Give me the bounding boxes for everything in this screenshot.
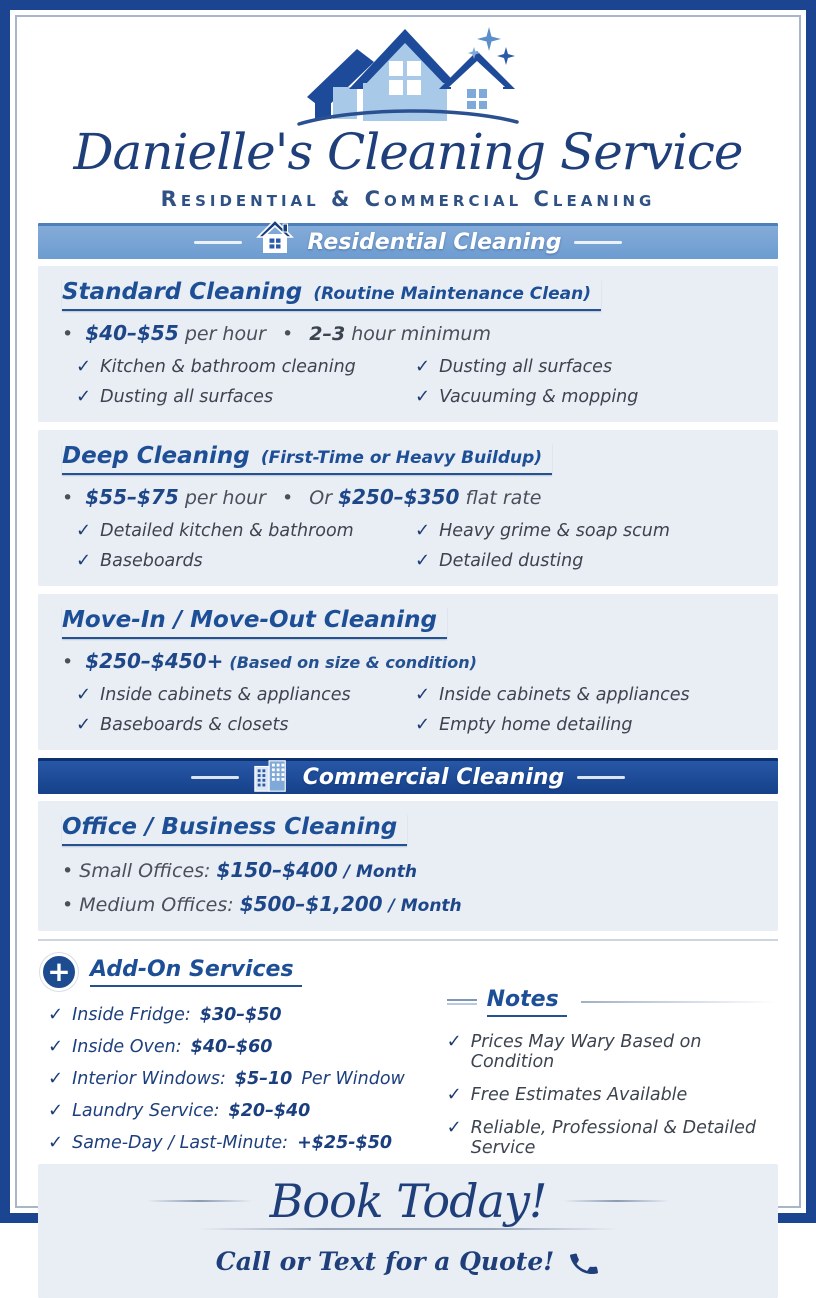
addon-price: $40–$60 bbox=[190, 1037, 273, 1057]
standard-minimum-unit: hour minimum bbox=[351, 323, 491, 345]
check-icon: ✓ bbox=[76, 714, 92, 735]
move-price-note: (Based on size & condition) bbox=[229, 653, 477, 672]
check-icon: ✓ bbox=[446, 1031, 462, 1052]
check-icon: ✓ bbox=[48, 1132, 64, 1153]
brand-name: Danielle's Cleaning Service bbox=[73, 123, 743, 181]
check-icon: ✓ bbox=[415, 520, 431, 541]
addon-item bbox=[48, 1068, 429, 1089]
check-item bbox=[76, 520, 415, 541]
office-cleaning-panel bbox=[38, 801, 778, 931]
office-row-price: $150–$400 bbox=[216, 858, 338, 882]
standard-price-1: $40–$55 bbox=[85, 321, 179, 345]
check-icon: ✓ bbox=[415, 550, 431, 571]
house-logo-icon bbox=[290, 25, 526, 129]
office-row-label: Small Offices: bbox=[79, 860, 211, 882]
addon-price: +$25-$50 bbox=[297, 1133, 393, 1153]
check-label: Heavy grime & soap scum bbox=[439, 521, 670, 541]
check-item bbox=[415, 356, 754, 377]
addon-item bbox=[48, 1036, 429, 1057]
book-subline-row bbox=[58, 1242, 758, 1280]
check-label: Detailed kitchen & bathroom bbox=[100, 521, 354, 541]
deep-price-or: Or bbox=[309, 487, 333, 509]
standard-checklist bbox=[62, 356, 754, 407]
bullet: • bbox=[62, 651, 74, 673]
check-item bbox=[76, 550, 415, 571]
addons-heading bbox=[40, 953, 429, 991]
lower-section bbox=[38, 953, 778, 1164]
move-checklist bbox=[62, 684, 754, 735]
office-price-rows bbox=[62, 858, 754, 916]
note-label: Prices May Wary Based on Condition bbox=[470, 1032, 702, 1072]
addon-item bbox=[48, 1100, 429, 1121]
deep-price-1-unit: per hour bbox=[184, 487, 266, 509]
standard-minimum: 2–3 bbox=[309, 323, 346, 345]
office-cleaning-title bbox=[62, 814, 407, 846]
check-item bbox=[415, 684, 754, 705]
book-rule-right bbox=[564, 1200, 669, 1202]
addon-item bbox=[48, 1132, 429, 1153]
residential-banner bbox=[38, 223, 778, 259]
check-icon: ✓ bbox=[415, 356, 431, 377]
book-headline: Book Today! bbox=[269, 1174, 547, 1228]
notes-rule bbox=[581, 1001, 776, 1003]
check-icon: ✓ bbox=[76, 550, 92, 571]
check-label: Baseboards bbox=[100, 551, 203, 571]
check-label: Baseboards & closets bbox=[100, 715, 289, 735]
addon-price: $20–$40 bbox=[228, 1101, 311, 1121]
addons-list bbox=[40, 1004, 429, 1153]
check-label: Vacuuming & mopping bbox=[439, 387, 639, 407]
check-icon: ✓ bbox=[48, 1004, 64, 1025]
office-price-row bbox=[62, 858, 754, 882]
brand-tagline: Residential & Commercial Cleaning bbox=[160, 187, 656, 211]
standard-price-1-unit: per hour bbox=[184, 323, 266, 345]
check-item bbox=[76, 714, 415, 735]
bullet: • bbox=[62, 323, 74, 345]
commercial-banner-label: Commercial Cleaning bbox=[302, 765, 565, 790]
section-divider bbox=[38, 939, 778, 941]
check-label: Dusting all surfaces bbox=[439, 357, 613, 377]
check-icon: ✓ bbox=[48, 1068, 64, 1089]
office-row-label: Medium Offices: bbox=[79, 894, 234, 916]
check-item bbox=[415, 520, 754, 541]
check-item bbox=[76, 684, 415, 705]
notes-section bbox=[447, 953, 776, 1158]
banner-dash bbox=[194, 241, 242, 244]
deep-title-text: Deep Cleaning bbox=[62, 443, 250, 469]
book-rule-left bbox=[147, 1200, 252, 1202]
addon-label: Interior Windows: bbox=[72, 1069, 226, 1089]
move-cleaning-title bbox=[62, 607, 447, 639]
bullet: • bbox=[62, 894, 74, 916]
book-today-panel bbox=[38, 1164, 778, 1298]
check-label: Empty home detailing bbox=[439, 715, 633, 735]
note-item bbox=[447, 1084, 776, 1105]
bullet: • bbox=[281, 487, 294, 509]
deep-cleaning-panel bbox=[38, 430, 778, 586]
building-icon bbox=[252, 758, 290, 794]
addons-section bbox=[40, 953, 429, 1158]
standard-cleaning-title bbox=[62, 279, 601, 311]
check-label: Inside cabinets & appliances bbox=[439, 685, 690, 705]
check-item bbox=[415, 714, 754, 735]
office-price-row bbox=[62, 892, 754, 916]
check-icon: ✓ bbox=[415, 386, 431, 407]
check-icon: ✓ bbox=[415, 684, 431, 705]
bullet: • bbox=[62, 860, 74, 882]
addon-label: Inside Oven: bbox=[72, 1037, 182, 1057]
addons-title: Add-On Services bbox=[90, 957, 302, 987]
plus-icon: + bbox=[40, 953, 78, 991]
check-label: Dusting all surfaces bbox=[100, 387, 274, 407]
check-icon: ✓ bbox=[48, 1036, 64, 1057]
office-row-unit: / Month bbox=[388, 896, 462, 916]
standard-title-text: Standard Cleaning bbox=[62, 279, 303, 305]
book-underline bbox=[198, 1228, 618, 1230]
check-icon: ✓ bbox=[76, 684, 92, 705]
flyer-inner bbox=[15, 15, 801, 1276]
move-price-line bbox=[62, 649, 754, 673]
note-label: Free Estimates Available bbox=[470, 1085, 688, 1105]
header bbox=[38, 21, 778, 223]
check-icon: ✓ bbox=[446, 1117, 462, 1138]
check-label: Kitchen & bathroom cleaning bbox=[100, 357, 356, 377]
banner-dash bbox=[191, 776, 239, 779]
check-icon: ✓ bbox=[76, 386, 92, 407]
check-icon: ✓ bbox=[76, 520, 92, 541]
residential-banner-label: Residential Cleaning bbox=[307, 230, 562, 255]
move-cleaning-panel bbox=[38, 594, 778, 750]
deep-price-line bbox=[62, 485, 754, 509]
deep-checklist bbox=[62, 520, 754, 571]
office-row-unit: / Month bbox=[343, 862, 417, 882]
addon-price: $5–10 bbox=[234, 1069, 293, 1089]
banner-dash bbox=[574, 241, 622, 244]
phone-icon bbox=[565, 1245, 603, 1283]
move-price: $250–$450+ bbox=[85, 649, 224, 673]
addon-label: Laundry Service: bbox=[72, 1101, 220, 1121]
book-headline-row bbox=[58, 1174, 758, 1228]
bullet: • bbox=[62, 487, 74, 509]
move-title-text: Move-In / Move-Out Cleaning bbox=[62, 607, 437, 633]
notes-list bbox=[447, 1031, 776, 1158]
standard-price-line bbox=[62, 321, 754, 345]
check-item bbox=[76, 356, 415, 377]
deep-price-1: $55–$75 bbox=[85, 485, 179, 509]
banner-dash bbox=[577, 776, 625, 779]
note-item bbox=[447, 1031, 776, 1072]
deep-cleaning-title bbox=[62, 443, 552, 475]
check-label: Inside cabinets & appliances bbox=[100, 685, 351, 705]
addon-suffix: Per Window bbox=[301, 1069, 405, 1089]
deep-price-2-unit: flat rate bbox=[465, 487, 542, 509]
note-label: Reliable, Professional & Detailed Service bbox=[470, 1118, 757, 1158]
notes-heading bbox=[447, 987, 776, 1017]
check-icon: ✓ bbox=[415, 714, 431, 735]
check-icon: ✓ bbox=[76, 356, 92, 377]
notes-dash bbox=[447, 999, 477, 1005]
house-icon bbox=[255, 219, 295, 257]
note-item bbox=[447, 1117, 776, 1158]
standard-cleaning-panel bbox=[38, 266, 778, 422]
check-label: Detailed dusting bbox=[439, 551, 584, 571]
addon-label: Same-Day / Last-Minute: bbox=[72, 1133, 289, 1153]
deep-price-2: $250–$350 bbox=[338, 485, 460, 509]
notes-title: Notes bbox=[487, 987, 567, 1017]
commercial-banner bbox=[38, 758, 778, 794]
check-item bbox=[76, 386, 415, 407]
deep-title-note: (First-Time or Heavy Buildup) bbox=[260, 448, 543, 468]
addon-price: $30–$50 bbox=[199, 1005, 282, 1025]
office-row-price: $500–$1,200 bbox=[239, 892, 383, 916]
bullet: • bbox=[281, 323, 294, 345]
addon-label: Inside Fridge: bbox=[72, 1005, 191, 1025]
check-item bbox=[415, 550, 754, 571]
check-icon: ✓ bbox=[48, 1100, 64, 1121]
addon-item bbox=[48, 1004, 429, 1025]
check-icon: ✓ bbox=[446, 1084, 462, 1105]
office-title-text: Office / Business Cleaning bbox=[62, 814, 398, 840]
check-item bbox=[415, 386, 754, 407]
book-subline: Call or Text for a Quote! bbox=[215, 1246, 555, 1276]
standard-title-note: (Routine Maintenance Clean) bbox=[313, 284, 591, 304]
